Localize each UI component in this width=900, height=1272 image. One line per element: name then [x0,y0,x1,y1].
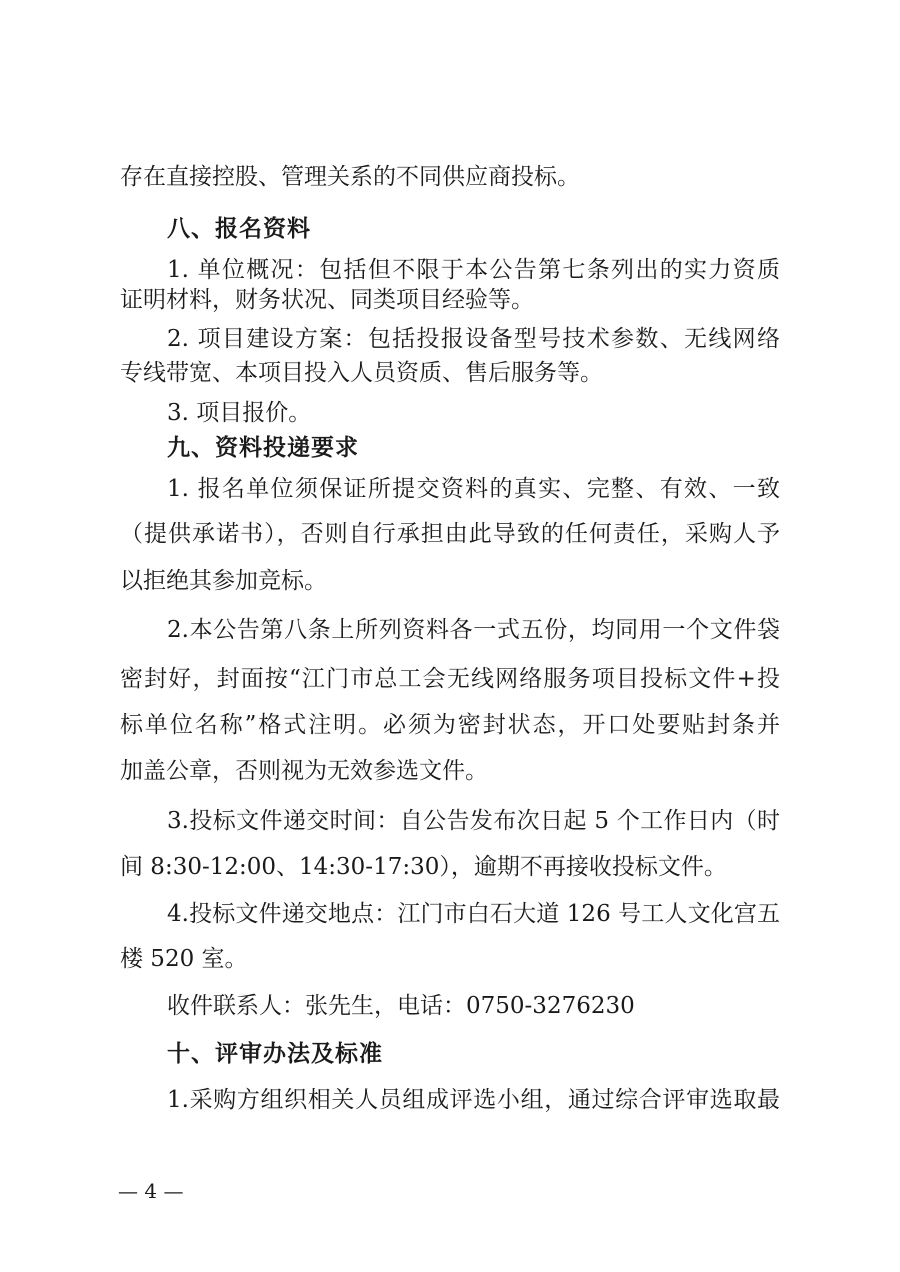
page-number: — 4 — [118,1179,184,1203]
paragraph-line: 2.本公告第八条上所列资料各一式五份，均同用一个文件袋 [167,617,780,643]
paragraph-line: 间 8:30-12:00、14:30-17:30），逾期不再接收投标文件。 [120,854,727,880]
paragraph-line: （提供承诺书），否则自行承担由此导致的任何责任，采购人予 [120,521,780,547]
paragraph-line: 以拒绝其参加竞标。 [120,568,327,594]
paragraph-line: 3.投标文件递交时间：自公告发布次日起 5 个工作日内（时 [167,808,780,834]
section-heading-8: 八、报名资料 [167,216,311,242]
paragraph-line: 1. 报名单位须保证所提交资料的真实、完整、有效、一致 [167,476,780,502]
paragraph-line: 楼 520 室。 [120,946,248,972]
paragraph-line: 加盖公章，否则视为无效参选文件。 [120,758,488,784]
paragraph-line: 专线带宽、本项目投入人员资质、售后服务等。 [120,360,603,386]
paragraph-line: 4.投标文件递交地点：江门市白石大道 126 号工人文化宫五 [167,901,780,927]
contact-line: 收件联系人：张先生，电话：0750-3276230 [167,993,635,1019]
paragraph-line: 1. 单位概况：包括但不限于本公告第七条列出的实力资质 [167,257,780,283]
paragraph-line: 存在直接控股、管理关系的不同供应商投标。 [120,164,580,190]
paragraph-line: 证明材料，财务状况、同类项目经验等。 [120,287,534,313]
paragraph-line: 1.采购方组织相关人员组成评选小组，通过综合评审选取最 [167,1087,780,1113]
paragraph-line: 密封好，封面按“江门市总工会无线网络服务项目投标文件+投 [120,666,780,692]
section-heading-10: 十、评审办法及标准 [167,1041,383,1067]
paragraph-line: 2. 项目建设方案：包括投报设备型号技术参数、无线网络 [167,326,780,352]
paragraph-line: 3. 项目报价。 [167,400,312,426]
section-heading-9: 九、资料投递要求 [167,435,359,461]
paragraph-line: 标单位名称”格式注明。必须为密封状态，开口处要贴封条并 [120,712,780,738]
